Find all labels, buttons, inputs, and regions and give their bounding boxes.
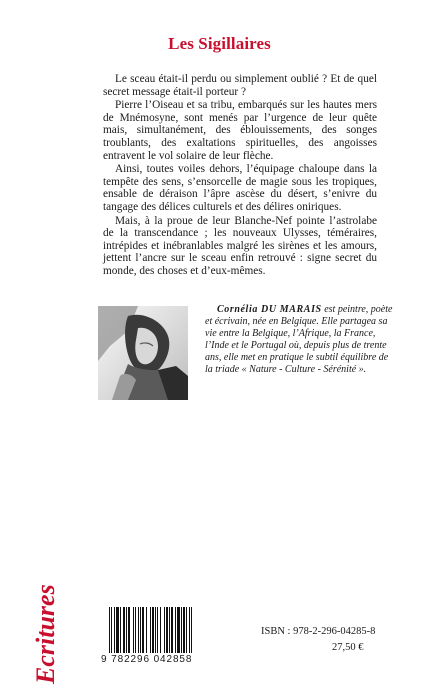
barcode [101, 607, 217, 667]
barcode-bar [191, 607, 192, 653]
svg-text:Ecritures: Ecritures [31, 584, 60, 684]
barcode-bar [171, 607, 173, 653]
barcode-bar [142, 607, 144, 653]
book-title: Les Sigillaires [168, 34, 271, 53]
barcode-bar [114, 607, 115, 653]
blurb-paragraph: Ainsi, toutes voiles dehors, l’équipage chaloupe dans la tempête des sens, s’ensorcelle de magie sous les tropiques, ensable de déraison l’âpre ascèse du désert, s’enivre du tangage des délices culturels et des délires oniriques. [103, 163, 377, 213]
barcode-bar [169, 607, 170, 653]
price: 27,50 € [332, 642, 364, 653]
barcode-bar [123, 607, 125, 653]
barcode-bar [128, 607, 130, 653]
barcode-bar [186, 607, 187, 653]
barcode-bar [116, 607, 119, 653]
barcode-bar [126, 607, 127, 653]
barcode-bar [150, 607, 151, 653]
author-name: Cornélia DU MARAIS [217, 304, 322, 315]
publisher-logo [16, 568, 68, 688]
blurb-paragraph: Le sceau était-il perdu ou simplement oublié ? Et de quel secret message était-il porteur ? [103, 73, 377, 98]
back-cover-blurb [103, 73, 377, 279]
barcode-bar [164, 607, 165, 653]
blurb-paragraph: Mais, à la proue de leur Blanche-Nef pointe l’astrolabe de la transcendance ; les nouveaux Ulysses, téméraires, intrépides et inébranlables malgré les sirènes et les amours, jettent l’ancre sur le sceau enfin retrouvé : signe secret du monde, des choses et d’eux-mêmes. [103, 214, 377, 277]
barcode-bar [189, 607, 190, 653]
barcode-digits: 9 782296 042858 [101, 654, 193, 665]
barcode-bar [133, 607, 134, 653]
barcode-bars [109, 607, 215, 653]
blurb-paragraph: Pierre l’Oiseau et sa tribu, embarqués sur les hautes mers de Mnémosyne, sont menés par l’urgence de leur quête mais, simultanément, des éblouissements, des songes troublants, des exaltations spirituelles, des angoisses entravent le vol solaire de leur flèche. [103, 99, 377, 162]
barcode-bar [111, 607, 112, 653]
barcode-bar [155, 607, 156, 653]
barcode-bar [166, 607, 168, 653]
barcode-bar [120, 607, 121, 653]
author-bio-paragraph [205, 304, 393, 375]
barcode-bar [177, 607, 180, 653]
barcode-bar [175, 607, 176, 653]
barcode-bar [181, 607, 182, 653]
author-photo [98, 306, 188, 400]
barcode-bar [157, 607, 158, 653]
barcode-bar [152, 607, 154, 653]
barcode-bar [183, 607, 185, 653]
barcode-bar [140, 607, 141, 653]
barcode-bar [146, 607, 147, 653]
barcode-bar [160, 607, 161, 653]
barcode-bar [138, 607, 139, 653]
barcode-bar [109, 607, 110, 653]
author-bio [205, 304, 393, 375]
barcode-bar [135, 607, 136, 653]
isbn: ISBN : 978-2-296-04285-8 [261, 626, 376, 637]
author-bio-text: est peintre, poète et écrivain, née en Belgique. Elle partagea sa vie entre la Belgique, l’Afrique, la France, l’Inde et le Portugal où, depuis plus de trente ans, elle met en pratique le subtil équilibre de la triade « Nature - Culture - Sérénité ». [205, 304, 393, 375]
